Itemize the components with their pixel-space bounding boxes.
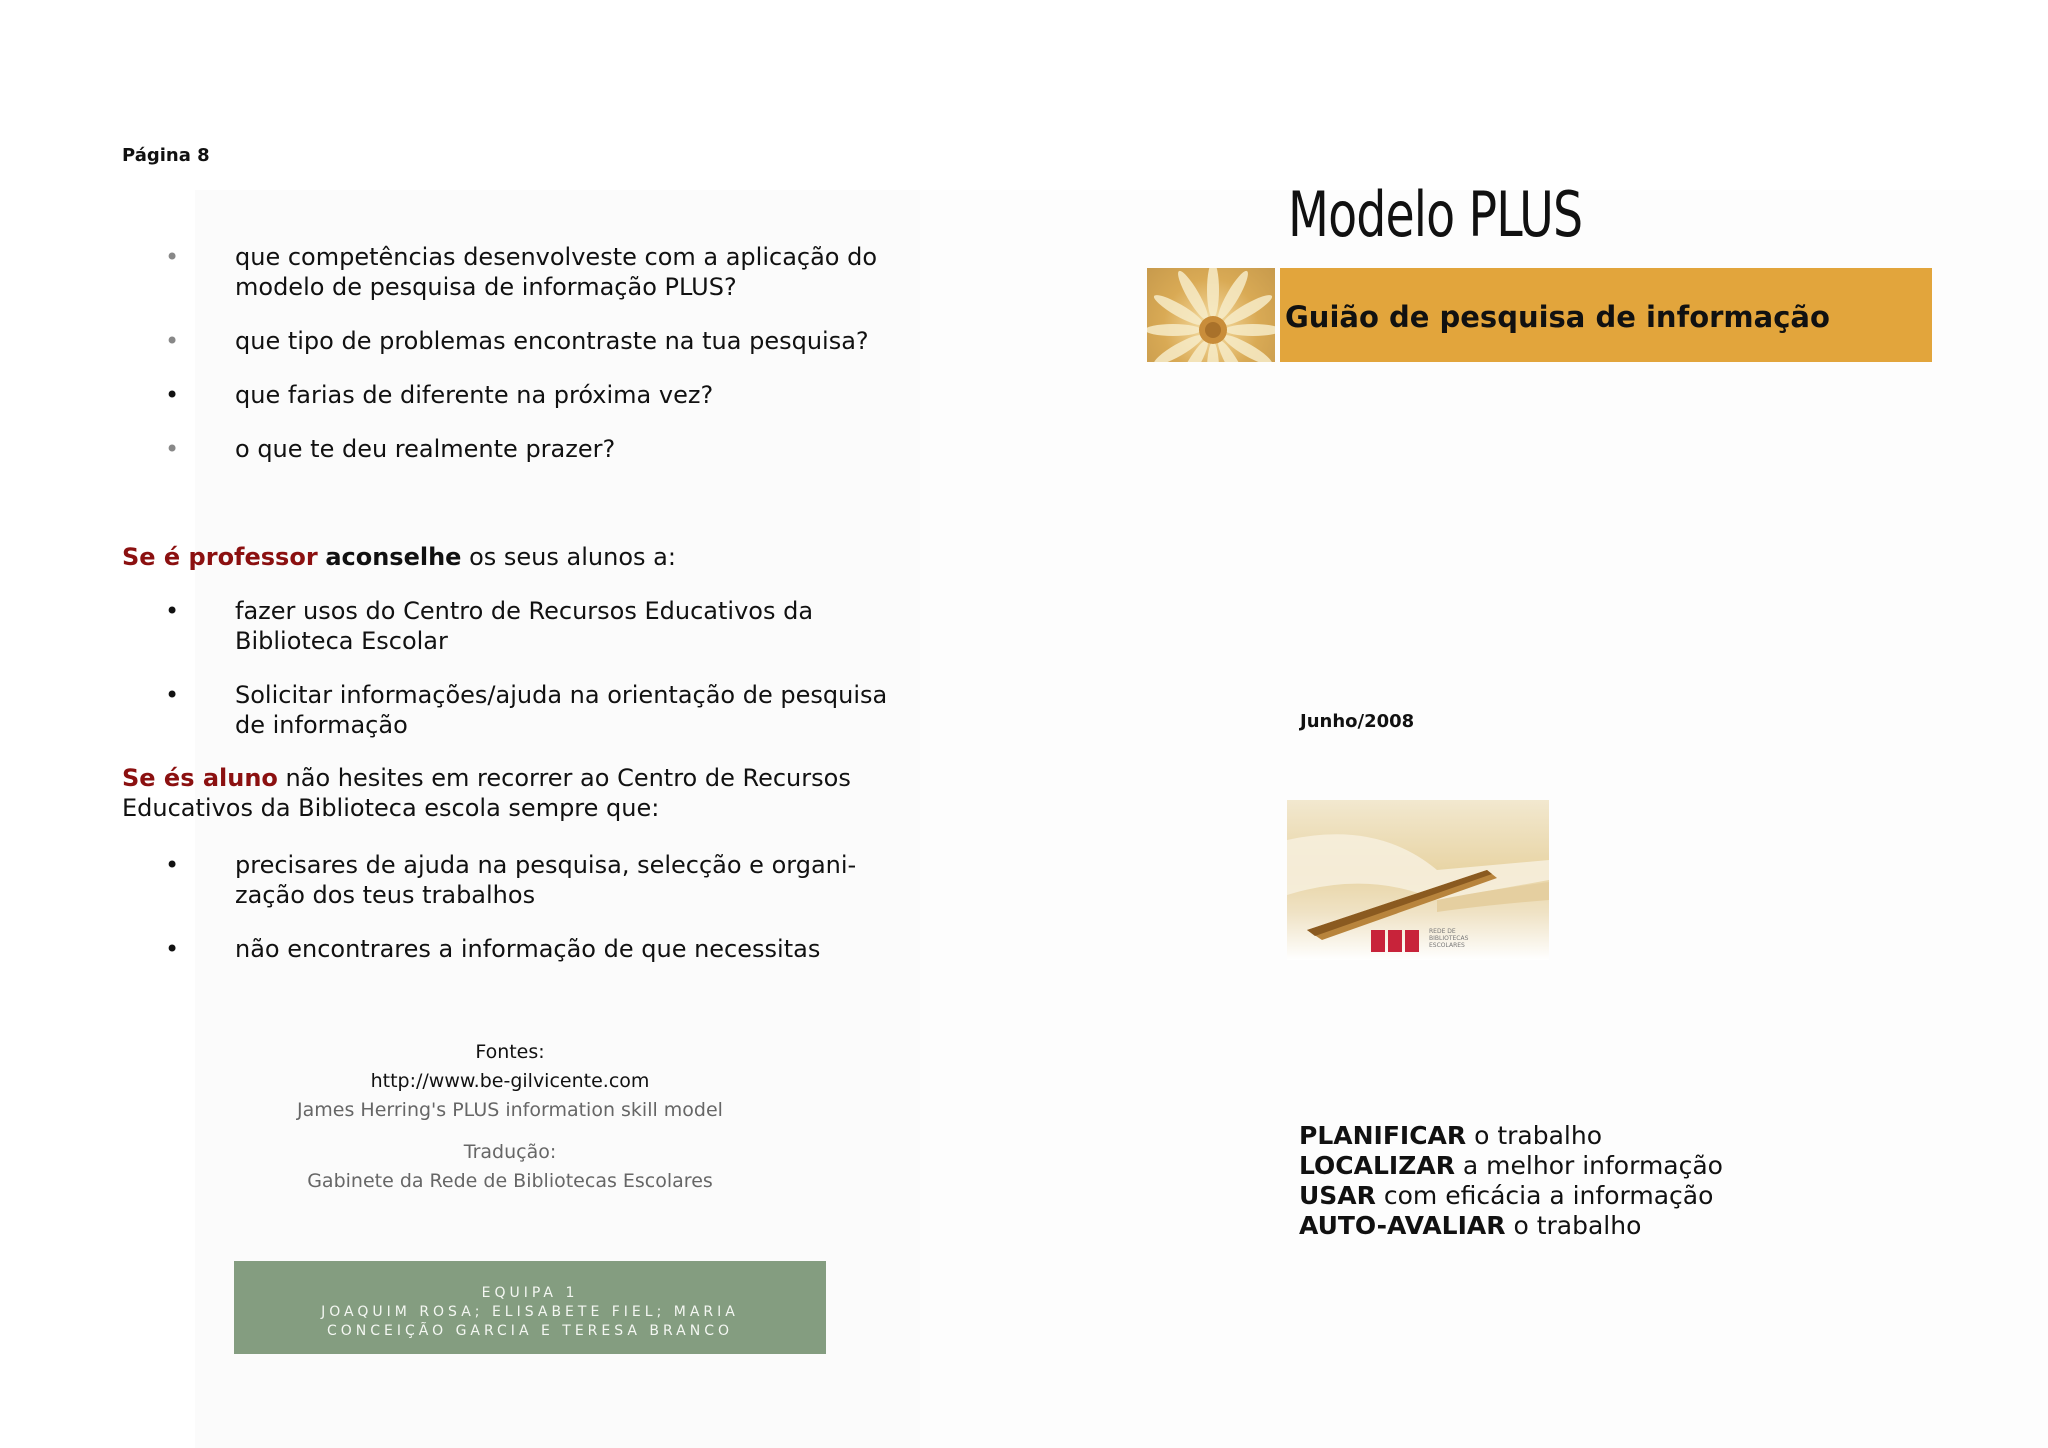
teacher-lead: Se é professor xyxy=(122,543,318,571)
list-item xyxy=(0,380,905,410)
bullet-icon: • xyxy=(165,327,180,355)
list-item-text: não encontrares a informação de que necessitas xyxy=(235,935,821,963)
plus-step-rest: a melhor informação xyxy=(1454,1151,1723,1180)
plus-step-verb: USAR xyxy=(1299,1181,1376,1210)
student-intro xyxy=(122,763,902,823)
page-number: Página 8 xyxy=(122,145,210,166)
bullet-icon: • xyxy=(165,851,180,879)
student-advice-list xyxy=(0,850,905,988)
plus-step-rest: com eficácia a informação xyxy=(1375,1181,1714,1210)
translation-by: Gabinete da Rede de Bibliotecas Escolares xyxy=(307,1170,713,1192)
sources-block xyxy=(250,1038,770,1196)
plus-step-verb: AUTO-AVALIAR xyxy=(1299,1211,1506,1240)
plus-step-rest: o trabalho xyxy=(1466,1121,1603,1150)
list-item xyxy=(0,434,905,464)
subtitle-banner xyxy=(1280,268,1932,362)
list-item-text: precisares de ajuda na pesquisa, selecção e organi-zação dos teus trabalhos xyxy=(235,851,857,909)
plus-step-verb: LOCALIZAR xyxy=(1299,1151,1455,1180)
team-line: CONCEIÇÃO GARCIA E TERESA BRANCO xyxy=(326,1323,734,1339)
teacher-verb: aconselhe xyxy=(325,543,462,571)
cover-title: Modelo PLUS xyxy=(1288,178,1583,251)
list-item xyxy=(0,934,905,964)
cover-subtitle: Guião de pesquisa de informação xyxy=(1285,300,1830,334)
list-item xyxy=(0,242,905,302)
rbe-logo-text: REDE DE BIBLIOTECAS ESCOLARES xyxy=(1429,928,1469,949)
plus-step xyxy=(1299,1181,1723,1211)
sources-url: http://www.be-gilvicente.com xyxy=(370,1070,650,1092)
list-item xyxy=(0,850,905,910)
bullet-icon: • xyxy=(165,243,180,271)
bullet-icon: • xyxy=(165,681,180,709)
bullet-icon: • xyxy=(165,381,180,409)
list-item-text: que tipo de problemas encontraste na tua pesquisa? xyxy=(235,327,869,355)
flower-image xyxy=(1147,268,1275,362)
student-lead: Se és aluno xyxy=(122,764,278,792)
list-item-text: que competências desenvolveste com a aplicação do modelo de pesquisa de informação PLUS? xyxy=(235,243,878,301)
plus-step xyxy=(1299,1121,1723,1151)
team-line: EQUIPA 1 xyxy=(481,1285,579,1301)
open-book-image xyxy=(1287,800,1549,960)
bullet-icon: • xyxy=(165,435,180,463)
teacher-advice-list xyxy=(0,596,905,764)
rbe-logo-icon xyxy=(1371,930,1423,952)
list-item-text: fazer usos do Centro de Recursos Educativos da Biblioteca Escolar xyxy=(235,597,814,655)
teacher-rest: os seus alunos a: xyxy=(461,543,676,571)
list-item-text: Solicitar informações/ajuda na orientação de pesquisa de informação xyxy=(235,681,888,739)
list-item-text: o que te deu realmente prazer? xyxy=(235,435,616,463)
plus-steps-list xyxy=(1299,1121,1723,1241)
list-item xyxy=(0,596,905,656)
list-item xyxy=(0,680,905,740)
team-line: JOAQUIM ROSA; ELISABETE FIEL; MARIA xyxy=(321,1304,739,1320)
plus-step xyxy=(1299,1151,1723,1181)
publication-date: Junho/2008 xyxy=(1300,711,1415,732)
list-item xyxy=(0,326,905,356)
team-credits-box xyxy=(234,1261,826,1354)
translation-label: Tradução: xyxy=(463,1141,557,1163)
left-page xyxy=(0,0,1000,1448)
sources-label: Fontes: xyxy=(475,1041,545,1063)
plus-step-verb: PLANIFICAR xyxy=(1299,1121,1467,1150)
list-item-text: que farias de diferente na próxima vez? xyxy=(235,381,714,409)
student-rest: não hesites em recorrer ao Centro de Recursos Educativos da Biblioteca escola sempre que: xyxy=(122,764,851,822)
reflection-questions-list xyxy=(0,242,905,488)
sources-model: James Herring's PLUS information skill model xyxy=(297,1099,723,1121)
flower-icon xyxy=(1147,268,1275,362)
bullet-icon: • xyxy=(165,935,180,963)
bullet-icon: • xyxy=(165,597,180,625)
plus-step xyxy=(1299,1211,1723,1241)
plus-step-rest: o trabalho xyxy=(1505,1211,1642,1240)
teacher-intro xyxy=(122,542,902,572)
